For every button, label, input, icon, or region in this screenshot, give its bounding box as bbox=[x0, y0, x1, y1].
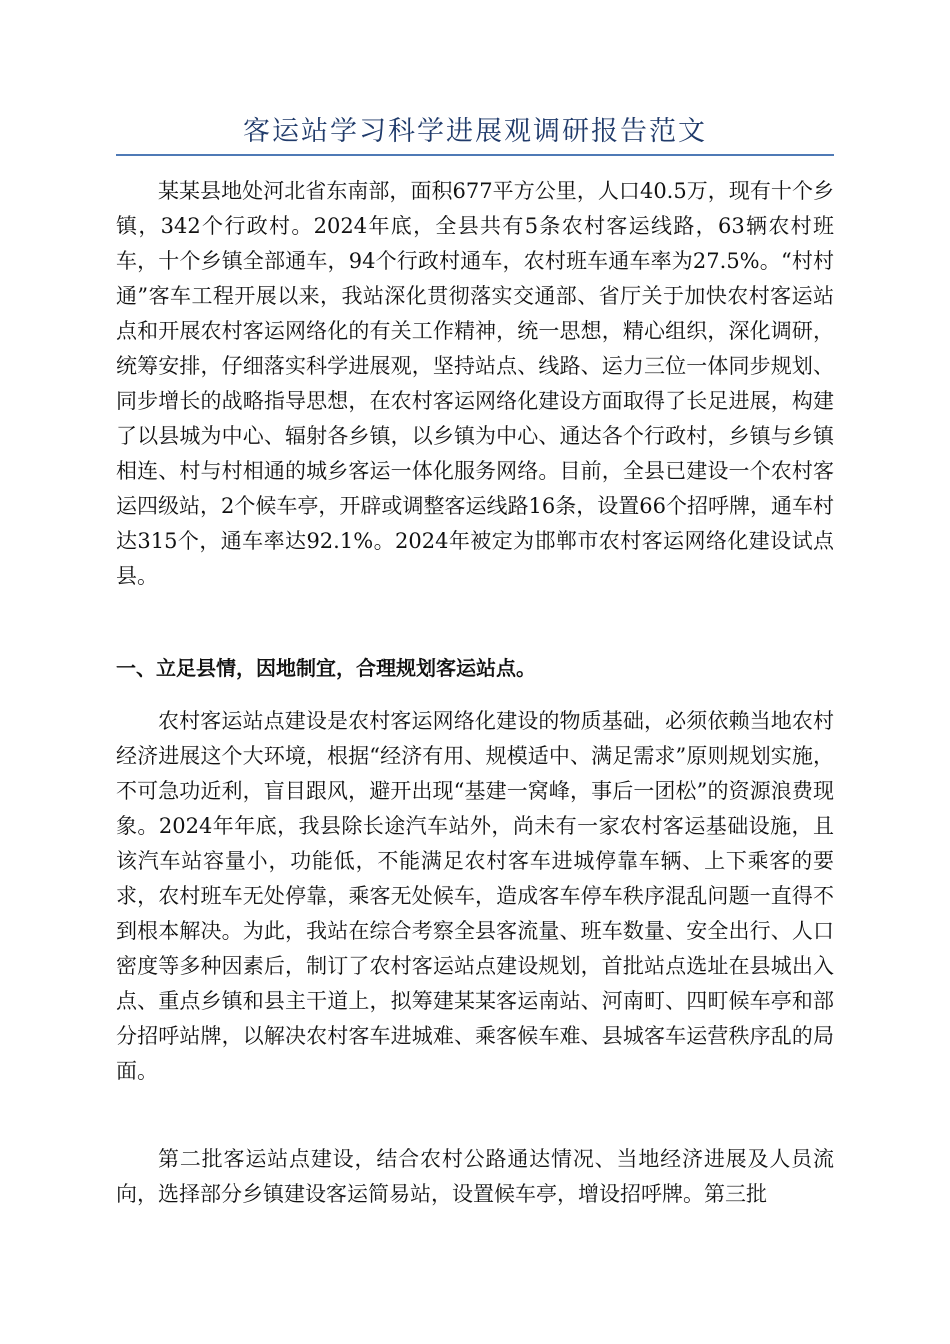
paragraph-intro: 某某县地处河北省东南部，面积677平方公里，人口40.5万，现有十个乡镇，342个行政村。2024年底，全县共有5条农村客运线路，63辆农村班车，十个乡镇全部通车，94个行政村通车，农村班车通车率为27.5%。“村村通”客车工程开展以来，我站深化贯彻落实交通部、省厅关于加快农村客运站点和开展农村客运网络化的有关工作精神，统一思想，精心组织，深化调研，统筹安排，仔细落实科学进展观，坚持站点、线路、运力三位一体同步规划、同步增长的战略指导思想，在农村客运网络化建设方面取得了长足进展，构建了以县城为中心、辐射各乡镇，以乡镇为中心、通达各个行政村，乡镇与乡镇相连、村与村相通的城乡客运一体化服务网络。目前，全县已建设一个农村客运四级站，2个候车亭，开辟或调整客运线路16条，设置66个招呼牌，通车村达315个，通车率达92.1%。2024年被定为邯郸市农村客运网络化建设试点县。 bbox=[116, 179, 834, 588]
section-heading: 一、立足县情，因地制宜，合理规划客运站点。 bbox=[116, 656, 536, 680]
document-title: 客运站学习科学进展观调研报告范文 bbox=[243, 116, 707, 147]
paragraph-station-planning: 农村客运站点建设是农村客运网络化建设的物质基础，必须依赖当地农村经济进展这个大环境，根据“经济有用、规模适中、满足需求”原则规划实施，不可急功近利，盲目跟风，避开出现“基建一窝峰，事后一团松”的资源浪费现象。2024年年底，我县除长途汽车站外，尚未有一家农村客运基础设施，且该汽车站容量小，功能低，不能满足农村客车进城停靠车辆、上下乘客的要求，农村班车无处停靠，乘客无处候车，造成客车停车秩序混乱问题一直得不到根本解决。为此，我站在综合考察全县客流量、班车数量、安全出行、人口密度等多种因素后，制订了农村客运站点建设规划，首批站点选址在县城出入点、重点乡镇和县主干道上，拟筹建某某客运南站、河南町、四町候车亭和部分招呼站牌，以解决农村客车进城难、乘客候车难、县城客车运营秩序乱的局面。 bbox=[116, 709, 834, 1083]
title-underline bbox=[116, 154, 834, 156]
paragraph-second-batch: 第二批客运站点建设，结合农村公路通达情况、当地经济进展及人员流向，选择部分乡镇建设客运简易站，设置候车亭，增设招呼牌。第三批 bbox=[116, 1147, 834, 1206]
